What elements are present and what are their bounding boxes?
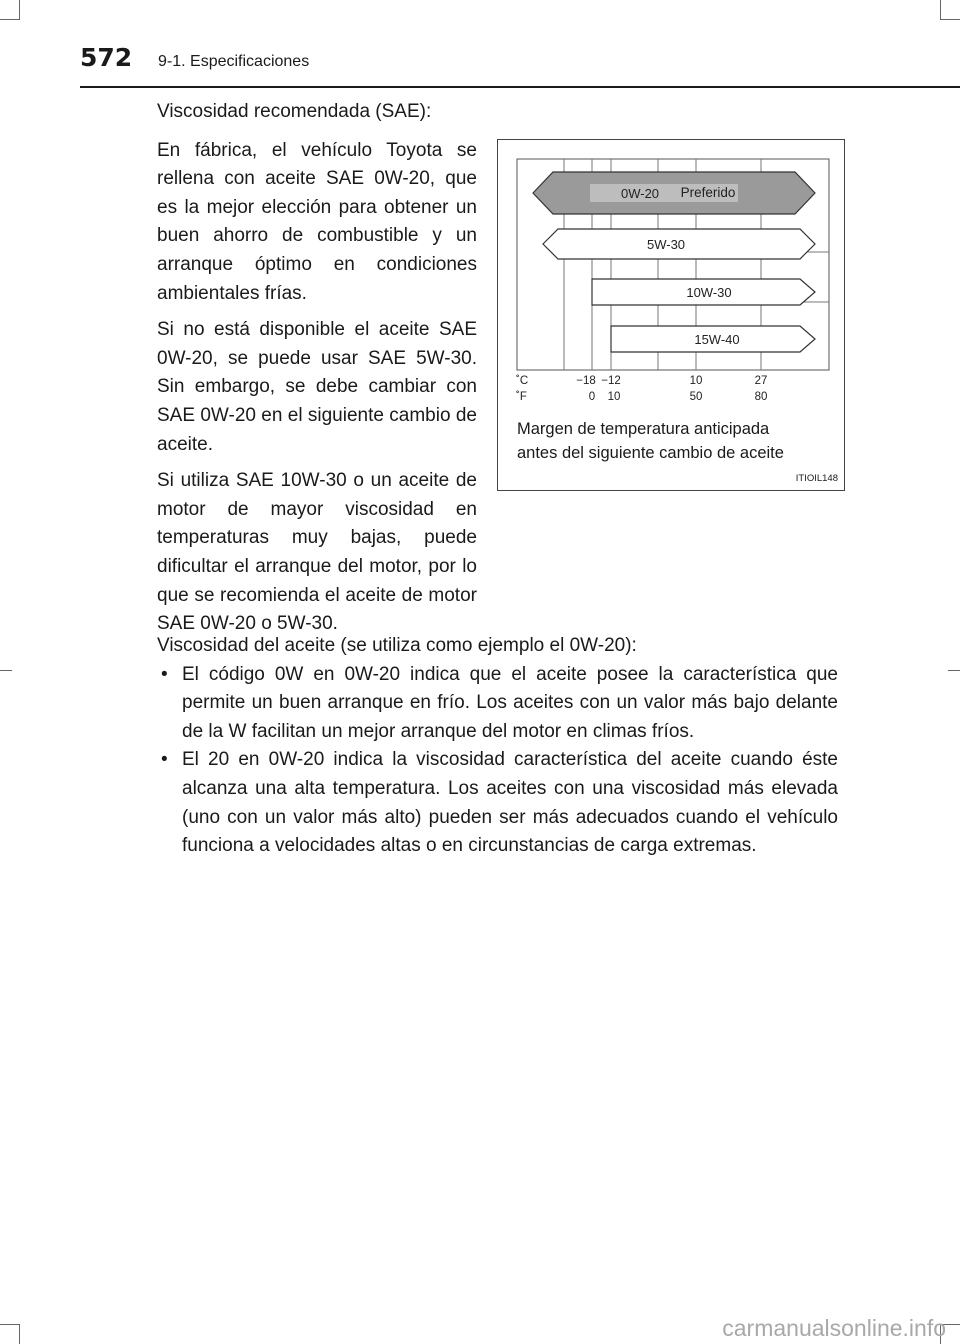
crop-mark [0, 670, 12, 671]
section-title: 9-1. Especificaciones [158, 53, 310, 70]
paragraph: En fábrica, el vehículo Toyota se rellena con aceite SAE 0W-20, que es la mejor elección para obtener un buen ahorro de combustible y un arranque óptimo en condiciones ambientales frías. [157, 139, 477, 304]
list-item [157, 661, 838, 747]
tick-c-minus18: −18 [576, 375, 596, 387]
list-item [157, 746, 838, 860]
unit-celsius: ˚C [516, 375, 529, 387]
preferred-label: Preferido [680, 185, 736, 200]
tick-f-10: 10 [607, 391, 621, 403]
label-10w-30: 10W-30 [686, 285, 732, 300]
unit-fahrenheit: ˚F [516, 391, 527, 403]
tick-c-10: 10 [689, 375, 703, 387]
tick-c-minus12: −12 [601, 375, 621, 387]
label-5w-30: 5W-30 [646, 237, 686, 252]
header-rule [80, 86, 960, 88]
crop-mark [948, 670, 960, 671]
viscosity-heading: Viscosidad recomendada (SAE): [157, 101, 432, 122]
crop-mark [0, 19, 20, 20]
tick-f-50: 50 [689, 391, 703, 403]
bullet-glyph: • [161, 749, 168, 771]
bullet-glyph: • [161, 663, 168, 685]
crop-mark [19, 1324, 20, 1344]
watermark: carmanualsonline.info [722, 1315, 946, 1341]
figure-caption [517, 417, 784, 465]
left-column [157, 98, 477, 647]
figure-code: ITIOIL148 [795, 473, 838, 484]
crop-mark [0, 1324, 20, 1325]
explanation-list [157, 661, 838, 861]
label-0w-20: 0W-20 [620, 186, 660, 201]
caption-line: antes del siguiente cambio de aceite [517, 444, 784, 462]
paragraph: Si no está disponible el aceite SAE 0W-20, se puede usar SAE 5W-30. Sin embargo, se debe cambiar con SAE 0W-20 en el siguiente cambio de aceite. [157, 319, 477, 455]
caption-line: Margen de temperatura anticipada [517, 420, 770, 438]
viscosity-figure [497, 139, 845, 491]
tick-f-0: 0 [588, 391, 596, 403]
list-item-text: El 20 en 0W-20 indica la viscosidad característica del aceite cuando éste alcanza una alta temperatura. Los aceites con una viscosidad más elevada (uno con un valor más alto) pueden ser más adecuados cuando el vehículo funciona a velocidades altas o en circunstancias de carga extremas. [182, 749, 838, 857]
crop-mark [940, 0, 941, 20]
crop-mark [19, 0, 20, 20]
crop-mark [940, 19, 960, 20]
tick-f-80: 80 [754, 391, 768, 403]
page-number: 572 [80, 43, 133, 72]
tick-c-27: 27 [754, 375, 768, 387]
viscosity-explanation [157, 632, 838, 861]
list-item-text: El código 0W en 0W-20 indica que el aceite posee la característica que permite un buen arranque en frío. Los aceites con un valor más bajo delante de la W facilitan un mejor arranque del motor en climas fríos. [182, 663, 838, 742]
explanation-intro: Viscosidad del aceite (se utiliza como ejemplo el 0W-20): [157, 635, 637, 656]
paragraph: Si utiliza SAE 10W-30 o un aceite de motor de mayor viscosidad en temperaturas muy bajas, puede dificultar el arranque del motor, por lo que se recomienda el aceite de motor SAE 0W-20 o 5W-30. [157, 470, 477, 635]
label-15w-40: 15W-40 [694, 332, 740, 347]
